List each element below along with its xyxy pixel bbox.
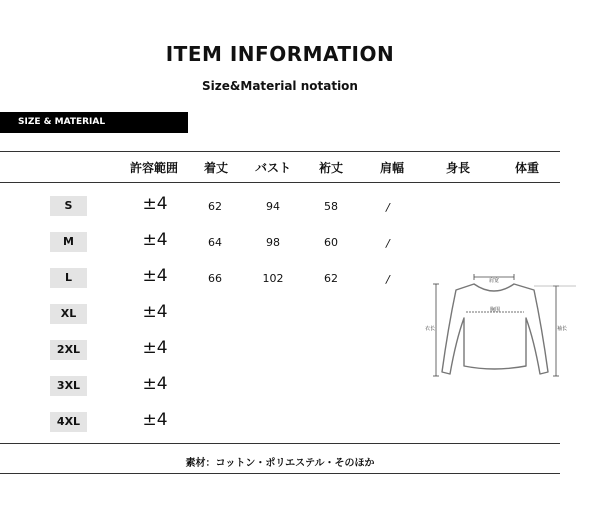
size-label: L (50, 268, 87, 288)
tolerance-value: ±4 (142, 374, 168, 394)
sweater-outline-icon (442, 284, 548, 374)
size-label: M (50, 232, 87, 252)
page-title: ITEM INFORMATION (165, 42, 395, 66)
col-header-sleeve: 裄丈 (318, 161, 343, 175)
size-label: 3XL (50, 376, 87, 396)
tolerance-value: ±4 (142, 302, 168, 322)
page-subtitle: Size&Material notation (202, 79, 358, 93)
table-top-divider (0, 151, 560, 152)
shoulder-measure-label: 肩宽 (488, 278, 500, 284)
material-note: 素材：コットン・ポリエステル・そのほか (185, 458, 375, 469)
tolerance-value: ±4 (142, 410, 168, 430)
length-value: 66 (208, 272, 222, 285)
section-header: SIZE & MATERIAL (0, 112, 188, 133)
sleeve-value: 62 (324, 272, 338, 285)
tolerance-value: ±4 (142, 266, 168, 286)
tolerance-value: ±4 (142, 338, 168, 358)
col-header-bust: バスト (254, 161, 291, 175)
shoulder-value: / (386, 237, 390, 250)
bust-value: 98 (266, 236, 280, 249)
shoulder-value: / (386, 273, 390, 286)
col-header-shoulder: 肩幅 (379, 161, 404, 175)
sleeve-measure-label: 袖长 (556, 326, 568, 332)
size-label: 4XL (50, 412, 87, 432)
col-header-length: 着丈 (203, 161, 228, 175)
length-value: 64 (208, 236, 222, 249)
size-label: 2XL (50, 340, 87, 360)
col-header-tolerance: 許容範囲 (129, 161, 178, 175)
garment-measurement-diagram (416, 268, 576, 383)
size-label: XL (50, 304, 87, 324)
tolerance-value: ±4 (142, 230, 168, 250)
bust-value: 102 (262, 272, 284, 285)
chest-measure-label: 胸围 (489, 307, 501, 313)
length-value: 62 (208, 200, 222, 213)
sleeve-value: 58 (324, 200, 338, 213)
col-header-height: 身長 (445, 161, 470, 175)
footer-bottom-divider (0, 473, 560, 474)
shoulder-value: / (386, 201, 390, 214)
bust-value: 94 (266, 200, 280, 213)
table-header-divider (0, 182, 560, 183)
tolerance-value: ±4 (142, 194, 168, 214)
col-header-weight: 体重 (514, 161, 539, 175)
length-measure-label: 衣长 (424, 326, 436, 332)
sleeve-value: 60 (324, 236, 338, 249)
size-label: S (50, 196, 87, 216)
footer-top-divider (0, 443, 560, 444)
